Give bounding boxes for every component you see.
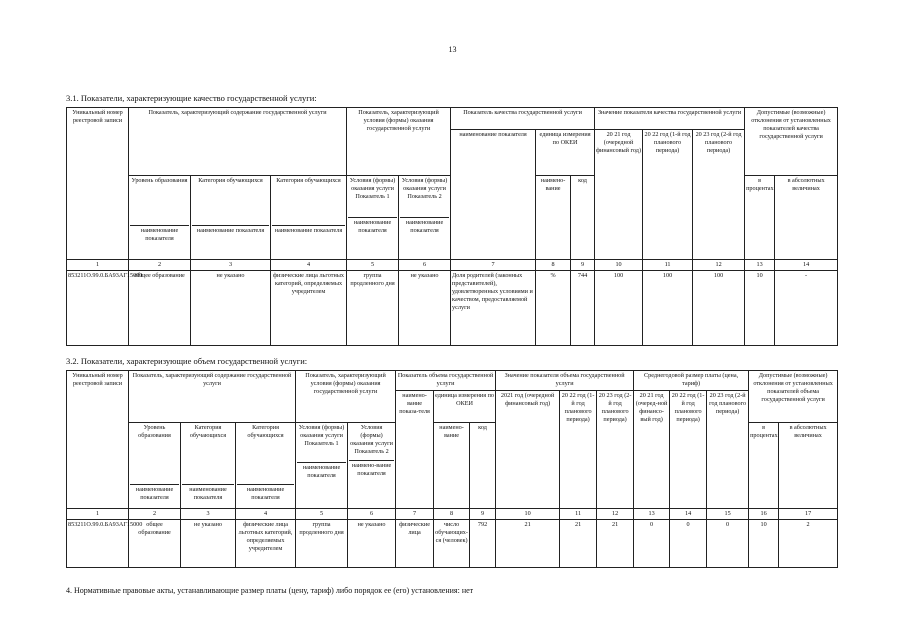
unit-code: код [470,423,496,509]
vol-year-1: 2021 год (очередной финансовый год) [496,391,560,509]
cell: 15 [707,509,749,520]
unit-code: код [571,176,595,260]
sub-cond1: Условия (формы) оказания услуги Показатель 1 наименование показателя [347,176,399,260]
cell: физические лица льготных категорий, определяемых учредителем [271,270,347,345]
col-quality: Показатель качества государственной услуги [451,108,595,130]
cell: 1 [67,260,129,271]
sub-cat2: Категория обучающихся наименование показателя [236,423,296,509]
cell: 7 [396,509,434,520]
cell: 792 [470,519,496,567]
cell: 21 [597,519,634,567]
cell: не указано [181,519,236,567]
col-unit: единица измерения по ОКЕИ [434,391,496,423]
sub-cond2: Условия (формы) оказания услуги Показатель 2 наименование показателя [399,176,451,260]
cell: 8 [434,509,470,520]
cell: 9 [470,509,496,520]
cell: 744 [571,270,595,345]
year-1: 20 21 год (очередной финансовый год) [595,130,643,260]
cell: 13 [634,509,670,520]
cell: 2 [129,509,181,520]
cell: 100 [595,270,643,345]
cell: 16 [749,509,779,520]
dev-pct: в процентах [749,423,779,509]
cell: 4 [271,260,347,271]
unit-name: наимено-вание [434,423,470,509]
vol-year-3: 20 23 год (2-й год планового периода) [597,391,634,509]
cell: 10 [595,260,643,271]
cell: 100 [643,270,693,345]
col-dev: Допустимые (возможные) отклонения от установленных показателей объема государственной услуги [749,371,838,423]
cell: Доля родителей (законных представителей), удовлетворенных условиями и качеством, предоставляемой услуги [451,270,536,345]
fee-year-2: 20 22 год (1-й год планового периода) [670,391,707,509]
dev-abs: в абсолютных величинах [775,176,838,260]
col-values: Значение показателя объема государственной услуги [496,371,634,391]
col-content: Показатель, характеризующий содержание государственной услуги [129,371,296,423]
cell: 8 [536,260,571,271]
cell: 21 [560,519,597,567]
dev-abs: в абсолютных величинах [779,423,838,509]
cell: общее образование [129,270,191,345]
vol-year-2: 20 22 год (1-й год планового периода) [560,391,597,509]
col-cond: Показатель, характеризующий условия (формы) оказания государственной услуги [296,371,396,423]
year-3: 20 23 год (2-й год планового периода) [693,130,745,260]
sub-level: Уровень образования наименование показателя [129,176,191,260]
sub-cond2: Условия (формы) оказания услуги Показатель 2 наимено-вание показателя [348,423,396,509]
cell: 6 [348,509,396,520]
cell: % [536,270,571,345]
sub-cat2: Категория обучающихся наименование показателя [271,176,347,260]
cell: 14 [775,260,838,271]
cell: не указано [399,270,451,345]
cell: не указано [348,519,396,567]
sub-cat1: Категория обучающихся наименование показателя [181,423,236,509]
cell: 100 [693,270,745,345]
cell: 7 [451,260,536,271]
cell: общее образование [129,519,181,567]
cell: 12 [693,260,745,271]
cell: 14 [670,509,707,520]
volume-table [66,370,838,568]
cell: 11 [643,260,693,271]
col-unit: единица измерения по ОКЕИ [536,130,595,176]
cell: 10 [496,509,560,520]
column-numbers-row [67,509,838,520]
col-cond: Показатель, характеризующий условия (формы) оказания государственной услуги [347,108,451,176]
cell: 5 [296,509,348,520]
col-fee: Среднегодовой размер платы (цена, тариф) [634,371,749,391]
col-values: Значение показателя качества государственной услуги [595,108,745,130]
cell: 2 [129,260,191,271]
cell: 21 [496,519,560,567]
cell: 9 [571,260,595,271]
col-dev: Допустимые (возможные) отклонения от установленных показателей качества государственной услуги [745,108,838,176]
col-volume: Показатель объема государственной услуги [396,371,496,391]
cell: 13 [745,260,775,271]
cell: 3 [181,509,236,520]
cell: 10 [749,519,779,567]
col-content: Показатель, характеризующий содержание государственной услуги [129,108,347,176]
cell: 853211О.99.0.БА93АГ15000 [67,519,129,567]
cell: 11 [560,509,597,520]
section-2-heading: 3.2. Показатели, характеризующие объем государственной услуги: [66,356,308,366]
cell: 3 [191,260,271,271]
cell: 2 [779,519,838,567]
cell: не указано [191,270,271,345]
cell: 5 [347,260,399,271]
sub-cat1: Категория обучающихся наименование показателя [191,176,271,260]
cell: физические лица льготных категорий, определяемых учредителем [236,519,296,567]
year-2: 20 22 год (1-й год планового периода) [643,130,693,260]
cell: 0 [707,519,749,567]
cell: физические лица [396,519,434,567]
cell: 1 [67,509,129,520]
col-quality-name: наименование показателя [451,130,536,260]
fee-year-1: 20 21 год (очеред-ной финансо-вый год) [634,391,670,509]
sub-level: Уровень образования наименование показателя [129,423,181,509]
cell: группа продленного дня [347,270,399,345]
cell: 0 [670,519,707,567]
page-number: 13 [448,45,457,54]
cell: - [775,270,838,345]
table-row [67,270,838,345]
col-vol-name: наимено-вание показа-теля [396,391,434,509]
dev-pct: в процентах [745,176,775,260]
cell: 6 [399,260,451,271]
fee-year-3: 20 23 год (2-й год планового периода) [707,391,749,509]
cell: группа продленного дня [296,519,348,567]
cell: 0 [634,519,670,567]
sub-cond1: Условия (формы) оказания услуги Показатель 1 наименование показателя [296,423,348,509]
column-numbers-row [67,260,838,271]
cell: 853211О.99.0.БА93АГ15000 [67,270,129,345]
cell: 4 [236,509,296,520]
cell: 12 [597,509,634,520]
table-row [67,519,838,567]
unit-name: наимено-вание [536,176,571,260]
footer-note: 4. Нормативные правовые акты, устанавливающие размер платы (цену, тариф) либо порядок ее (его) установления: нет [66,586,474,595]
col-reg: Уникальный номер реестровой записи [67,108,129,260]
section-1-heading: 3.1. Показатели, характеризующие качество государственной услуги: [66,93,317,103]
cell: 17 [779,509,838,520]
quality-table [66,107,838,346]
cell: число обучающих-ся (человек) [434,519,470,567]
cell: 10 [745,270,775,345]
col-reg: Уникальный номер реестровой записи [67,371,129,509]
